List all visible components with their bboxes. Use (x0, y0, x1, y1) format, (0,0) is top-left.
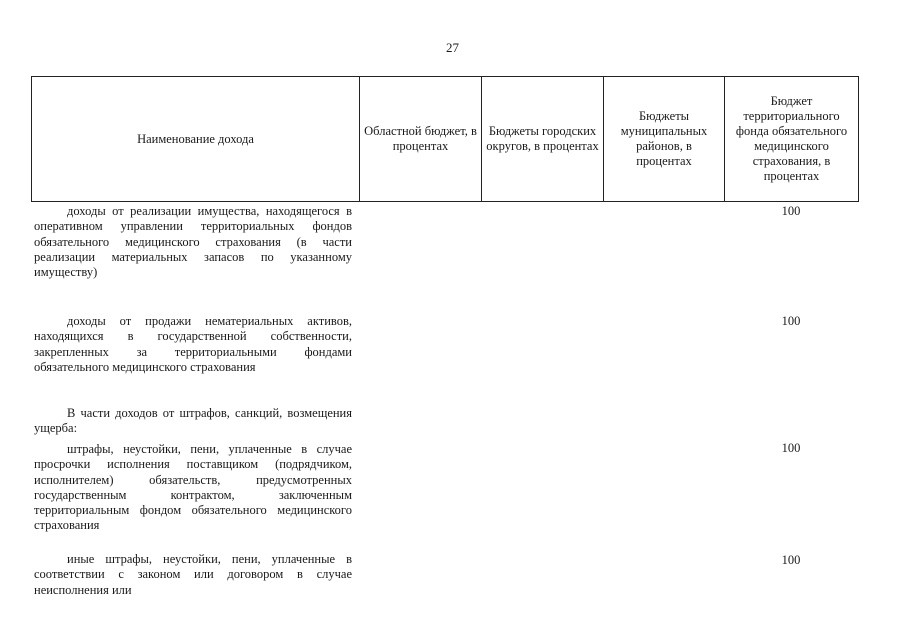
table-row (34, 552, 352, 598)
row-fund-percent: 100 (781, 441, 801, 455)
row-income-name: иные штрафы, неустойки, пени, уплаченные в соответствии с законом или договором в случае неисполнения или (34, 552, 352, 597)
table-row (34, 314, 352, 375)
row-income-name: доходы от реализации имущества, находящегося в оперативном управлении территориальных фондов обязательного медицинского страхования (в части реализации материальных запасов по указанному имуществу) (34, 204, 352, 280)
row-fund-percent: 100 (781, 314, 801, 328)
row-fund-percent: 100 (781, 204, 801, 218)
table-row (34, 406, 352, 437)
header-city-budgets: Бюджеты городских округов, в процентах (482, 77, 604, 202)
header-oblast-budget: Областной бюджет, в процентах (360, 77, 482, 202)
header-insurance-fund-budget: Бюджет территориального фонда обязательного медицинского страхования, в процентах (725, 77, 859, 202)
row-income-name: доходы от продажи нематериальных активов, находящихся в государственной собственности, закрепленных за территориальными фондами обязательного медицинского страхования (34, 314, 352, 374)
table-row (34, 204, 352, 280)
header-municipal-budgets: Бюджеты муниципальных районов, в процентах (604, 77, 725, 202)
row-income-name: В части доходов от штрафов, санкций, возмещения ущерба: (34, 406, 352, 436)
table-row (34, 442, 352, 534)
income-table-header (31, 76, 859, 202)
header-income-name: Наименование дохода (32, 77, 360, 202)
page-number: 27 (446, 40, 459, 55)
row-fund-percent: 100 (781, 553, 801, 567)
row-income-name: штрафы, неустойки, пени, уплаченные в случае просрочки исполнения поставщиком (подрядчиком, исполнителем) обязательств, предусмотренных государственным контрактом, заключенным территориальным фондом обязательного медицинского страхования (34, 442, 352, 533)
